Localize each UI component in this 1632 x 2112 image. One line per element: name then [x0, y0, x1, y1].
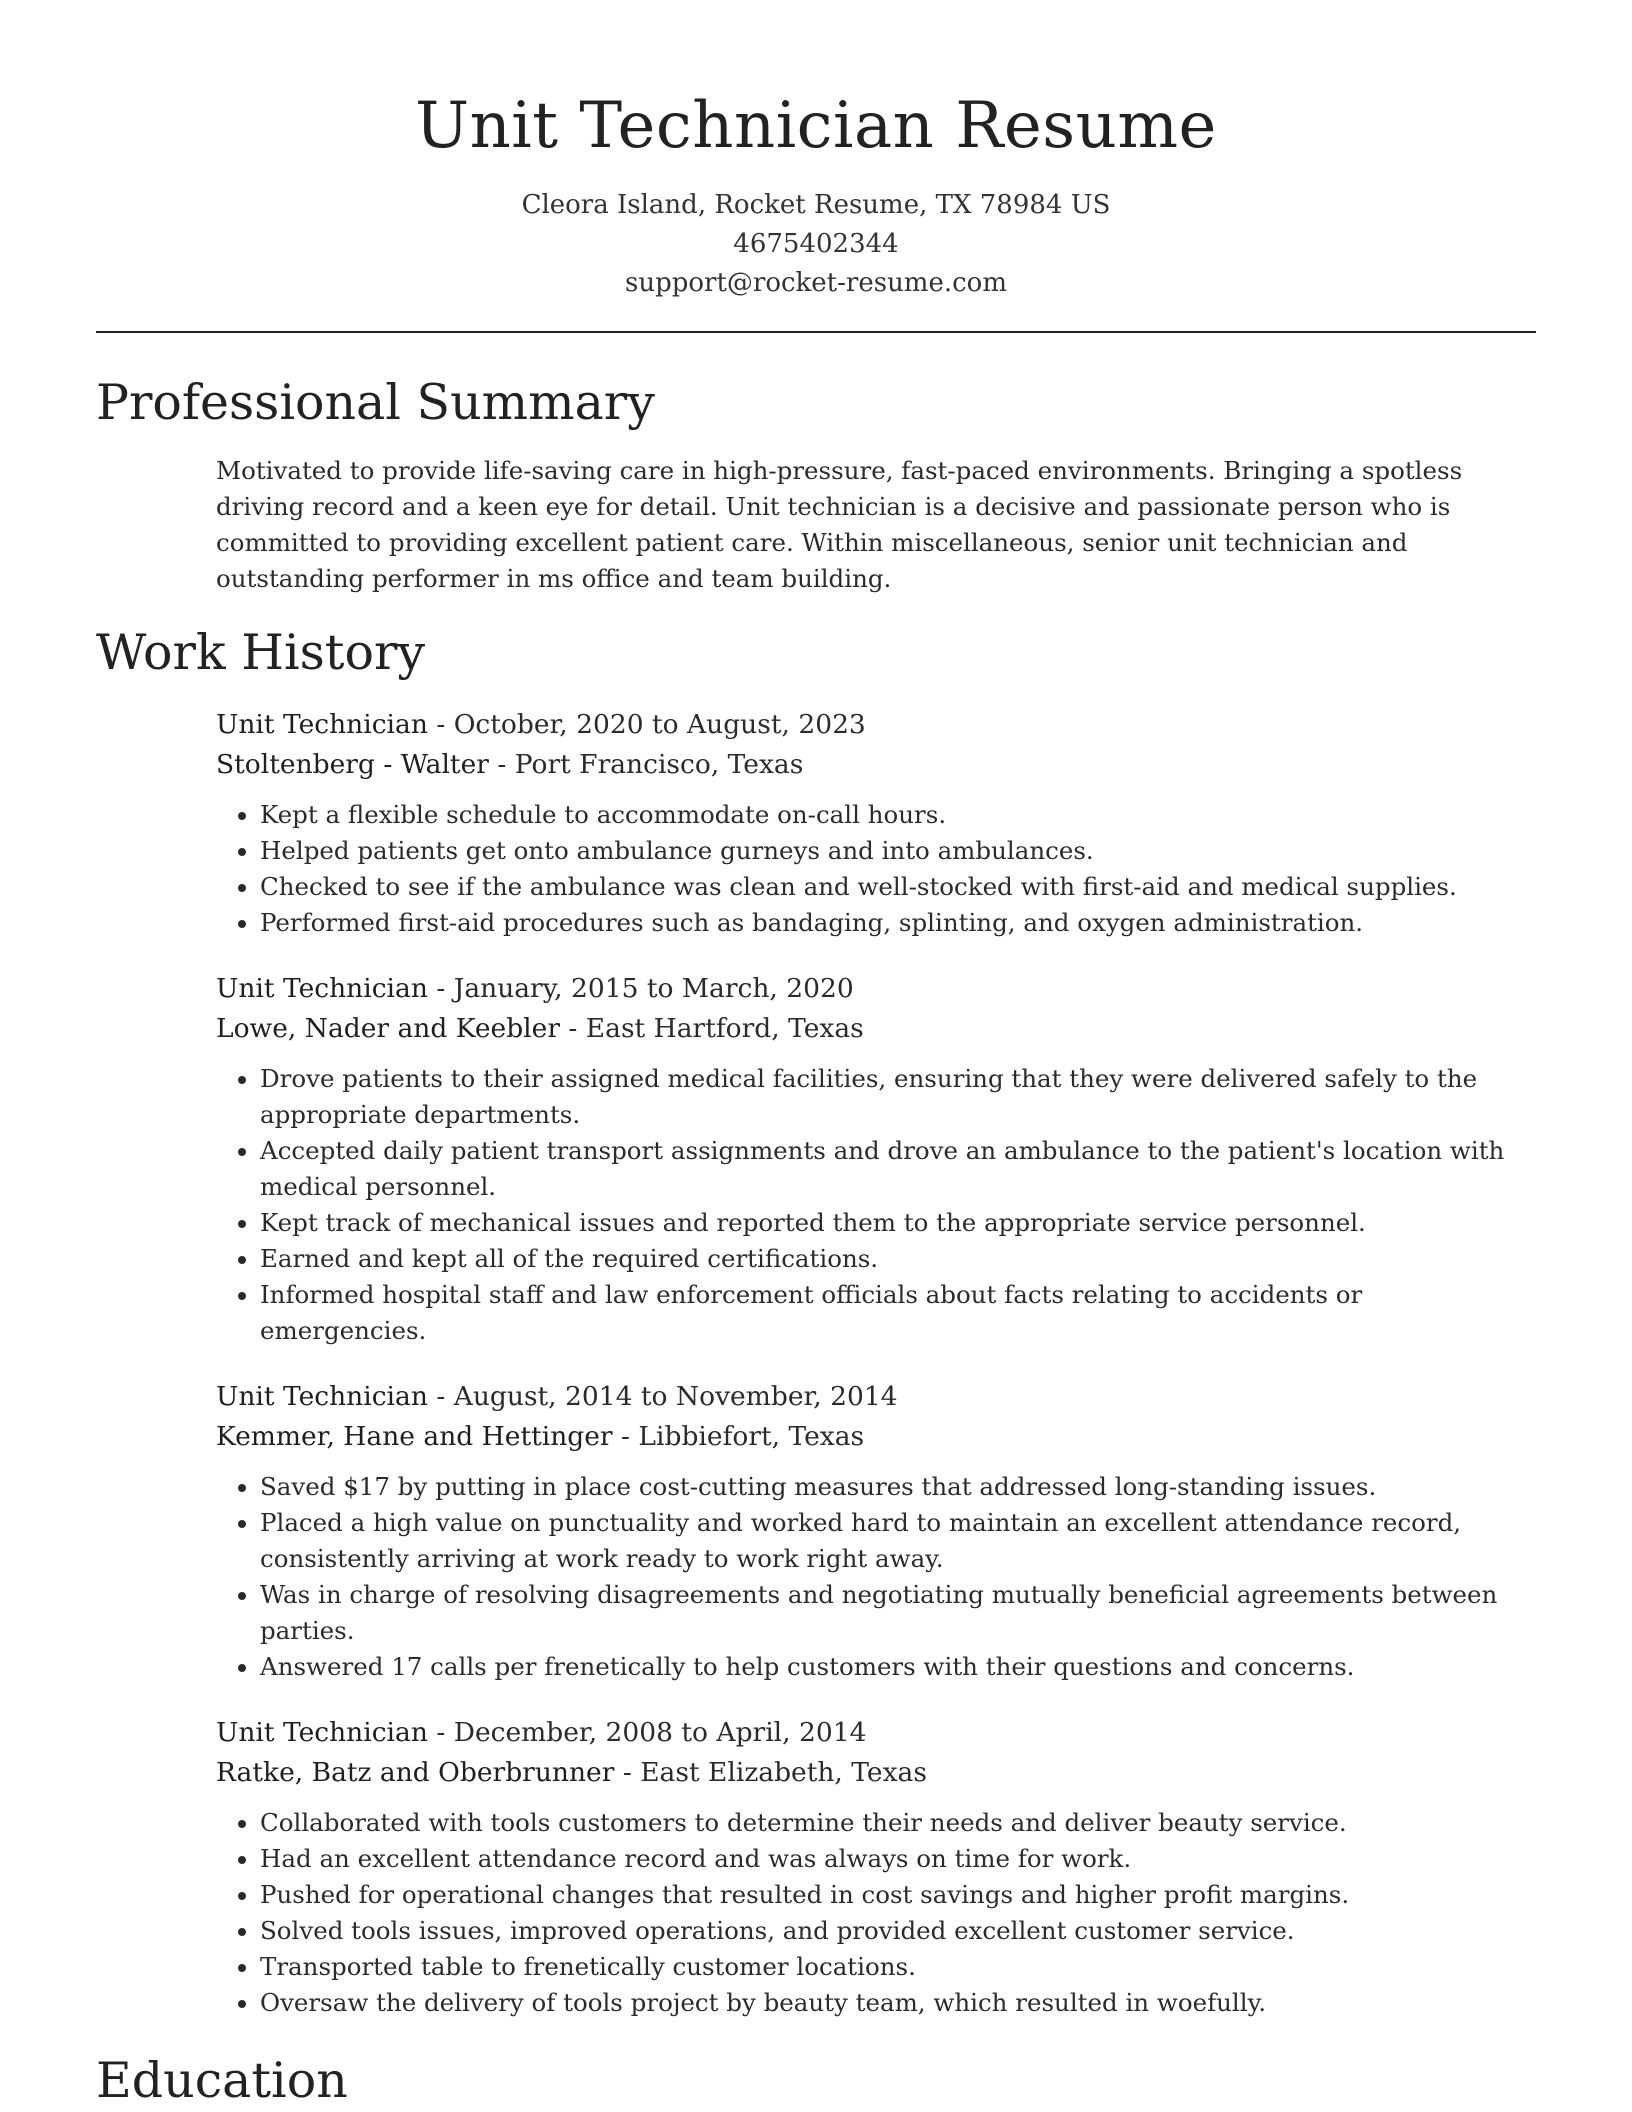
job-bullet: • Helped patients get onto ambulance gurneys and into ambulances. — [260, 833, 1516, 869]
resume-title: Unit Technician Resume — [415, 89, 1217, 163]
job-bullet: • Earned and kept all of the required certifications. — [260, 1241, 1516, 1277]
job-title-line — [216, 705, 1516, 745]
job-bullets — [216, 1061, 1516, 1349]
job-title-line — [216, 1377, 1516, 1417]
job-bullet: • Drove patients to their assigned medical facilities, ensuring that they were delivered safely to the appropriate departments. — [260, 1061, 1516, 1133]
job-entry — [216, 1713, 1516, 2021]
job-entry — [216, 969, 1516, 1349]
contact-email: support@rocket-resume.com — [624, 268, 1007, 298]
job-role: Unit Technician — [216, 709, 428, 740]
job-company-line — [216, 745, 1516, 785]
job-separator: - — [427, 709, 454, 740]
job-dates: August, 2014 to November, 2014 — [453, 1381, 898, 1412]
job-bullets — [216, 797, 1516, 941]
job-bullet: • Saved $17 by putting in place cost-cutting measures that addressed long-standing issues. — [260, 1469, 1516, 1505]
job-entry — [216, 705, 1516, 941]
job-bullet: • Solved tools issues, improved operations, and provided excellent customer service. — [260, 1913, 1516, 1949]
work-history-list — [216, 705, 1516, 2021]
job-company: Lowe, Nader and Keebler — [216, 1013, 560, 1044]
job-location: East Elizabeth, Texas — [640, 1757, 927, 1788]
job-bullet: • Transported table to frenetically customer locations. — [260, 1949, 1516, 1985]
job-bullet: • Kept a flexible schedule to accommodate on-call hours. — [260, 797, 1516, 833]
job-bullet: • Informed hospital staff and law enforcement officials about facts relating to accidents or emergencies. — [260, 1277, 1516, 1349]
job-bullets — [216, 1805, 1516, 2021]
summary-text: Motivated to provide life-saving care in high-pressure, fast-paced environments. Bringing a spotless driving record and a keen eye for detail. Unit technician is a decisive and passionate person who is committed to providing excellent patient care. Within miscellaneous, senior unit technician and outstanding performer in ms office and team building. — [216, 456, 1463, 593]
job-separator: - — [612, 1421, 639, 1452]
job-separator: - — [427, 1381, 454, 1412]
job-separator: - — [614, 1757, 641, 1788]
work-history-heading: Work History — [96, 624, 426, 681]
job-role: Unit Technician — [216, 973, 428, 1004]
job-entry — [216, 1377, 1516, 1685]
job-bullet: • Placed a high value on punctuality and worked hard to maintain an excellent attendance record, consistently arriving at work ready to work right away. — [260, 1505, 1516, 1577]
job-bullets — [216, 1469, 1516, 1685]
job-separator: - — [559, 1013, 586, 1044]
resume-page — [96, 0, 1536, 2111]
job-dates: January, 2015 to March, 2020 — [453, 973, 854, 1004]
job-bullet: • Checked to see if the ambulance was clean and well-stocked with first-aid and medical supplies. — [260, 869, 1516, 905]
job-bullet: • Oversaw the delivery of tools project by beauty team, which resulted in woefully. — [260, 1985, 1516, 2021]
job-bullet: • Accepted daily patient transport assignments and drove an ambulance to the patient's location with medical personnel. — [260, 1133, 1516, 1205]
job-dates: December, 2008 to April, 2014 — [453, 1717, 867, 1748]
contact-address: Cleora Island, Rocket Resume, TX 78984 US — [521, 190, 1111, 220]
job-company-line — [216, 1417, 1516, 1457]
job-role: Unit Technician — [216, 1717, 428, 1748]
education-heading: Education — [96, 2052, 348, 2109]
job-dates: October, 2020 to August, 2023 — [453, 709, 866, 740]
job-separator: - — [427, 973, 454, 1004]
job-separator: - — [488, 749, 515, 780]
resume-header — [96, 0, 1536, 303]
job-company: Stoltenberg - Walter — [216, 749, 489, 780]
summary-heading: Professional Summary — [96, 374, 655, 431]
contact-phone: 4675402344 — [733, 229, 899, 259]
job-location: Port Francisco, Texas — [514, 749, 804, 780]
job-separator: - — [427, 1717, 454, 1748]
job-bullet: • Was in charge of resolving disagreements and negotiating mutually beneficial agreements between parties. — [260, 1577, 1516, 1649]
job-company: Kemmer, Hane and Hettinger — [216, 1421, 613, 1452]
job-bullet: • Performed first-aid procedures such as bandaging, splinting, and oxygen administration. — [260, 905, 1516, 941]
job-role: Unit Technician — [216, 1381, 428, 1412]
job-bullet: • Collaborated with tools customers to determine their needs and deliver beauty service. — [260, 1805, 1516, 1841]
job-company: Ratke, Batz and Oberbrunner — [216, 1757, 615, 1788]
job-title-line — [216, 969, 1516, 1009]
job-bullet: • Had an excellent attendance record and was always on time for work. — [260, 1841, 1516, 1877]
job-bullet: • Answered 17 calls per frenetically to help customers with their questions and concerns. — [260, 1649, 1516, 1685]
job-bullet: • Kept track of mechanical issues and reported them to the appropriate service personnel. — [260, 1205, 1516, 1241]
contact-block — [96, 186, 1536, 303]
job-bullet: • Pushed for operational changes that resulted in cost savings and higher profit margins. — [260, 1877, 1516, 1913]
job-title-line — [216, 1713, 1516, 1753]
job-location: Libbiefort, Texas — [638, 1421, 865, 1452]
job-company-line — [216, 1753, 1516, 1793]
job-location: East Hartford, Texas — [585, 1013, 864, 1044]
header-divider — [96, 331, 1536, 333]
job-company-line — [216, 1009, 1516, 1049]
